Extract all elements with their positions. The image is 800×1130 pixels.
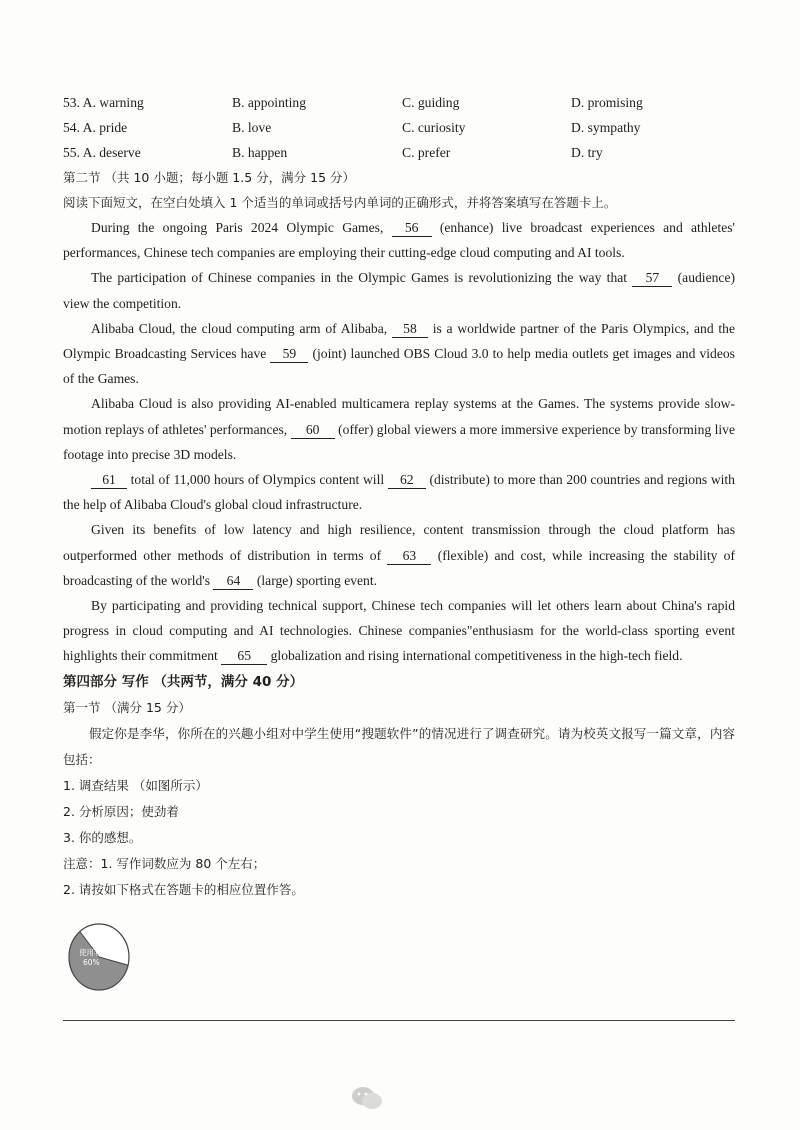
option-b: B. love [232,120,272,135]
choices-block [63,90,735,165]
blank-57[interactable]: 57 [632,269,672,287]
choice-row-53 [63,90,735,115]
option-c: C. prefer [402,145,451,160]
blank-56[interactable]: 56 [392,219,432,237]
blank-63[interactable]: 63 [387,547,431,565]
blank-60[interactable]: 60 [291,421,335,439]
pie-slice-value: 60% [83,958,100,967]
writing-point-3: 3. 你的感想。 [63,829,142,845]
passage-paragraph-2: The participation of Chinese companies in the Olympic Games is revolutionizing the way that 57 (audience) view the competition. [63,270,736,311]
writing-note-1: 注意：1. 写作词数应为 80 个左右； [63,855,266,871]
wechat-watermark-icon [350,1085,384,1111]
option-b: B. happen [232,145,288,160]
writing-prompt: 假定你是李华，你所在的兴趣小组对中学生使用“搜题软件”的情况进行了调查研究。请为校英文报写一篇文章，内容包括： [63,725,735,767]
section2-heading: 第二节 （共 10 小题；每小题 1.5 分，满分 15 分） [63,170,356,185]
option-d: D. try [571,145,603,160]
exam-page [63,90,735,903]
writing-point-2: 2. 分析原因；使劲着 [63,803,179,819]
passage-paragraph-7: By participating and providing technical support, Chinese tech companies will let others learn about China's rapid progress in cloud computing and AI technologies. Chinese companies"enthusiasm for the world-class sporting event highlights their commitment 65 globalization and rising international competitiveness in the high-tech field. [63,598,735,664]
option-a: 54. A. pride [63,120,128,135]
writing-note-2: 2. 请按如下格式在答题卡的相应位置作答。 [63,881,304,897]
writing-point-1: 1. 调查结果 （如图所示） [63,777,208,793]
blank-61[interactable]: 61 [91,471,127,489]
passage-paragraph-1: During the ongoing Paris 2024 Olympic Games, 56 (enhance) live broadcast experiences and athletes' performances, Chinese tech companies are employing their cutting-edge cloud computing and AI tools. [63,220,735,261]
survey-pie-chart [67,921,131,993]
passage-paragraph-5: 61 total of 11,000 hours of Olympics content will 62 (distribute) to more than 200 countries and regions with the help of Alibaba Cloud's global cloud infrastructure. [63,472,735,513]
option-a: 53. A. warning [63,95,144,110]
passage-paragraph-4: Alibaba Cloud is also providing AI-enabled multicamera replay systems at the Games. The systems provide slow-motion replays of athletes' performances, 60 (offer) global viewers a more immersive experience by transforming live footage into precise 3D models. [63,396,735,462]
choice-row-54 [63,115,735,140]
blank-62[interactable]: 62 [388,471,426,489]
blank-64[interactable]: 64 [213,572,253,590]
passage-paragraph-6: Given its benefits of low latency and high resilience, content transmission through the cloud platform has outperformed other methods of distribution in terms of 63 (flexible) and cost, while increasing the stability of broadcasting of the world's 64 (large) sporting event. [63,522,736,588]
option-d: D. promising [571,95,643,110]
part4-section1-heading: 第一节 （满分 15 分） [63,699,191,715]
passage-paragraph-3: Alibaba Cloud, the cloud computing arm of Alibaba, 58 is a worldwide partner of the Paris Olympics, and the Olympic Broadcasting Services have 59 (joint) launched OBS Cloud 3.0 to help media outlets get images and videos of the Games. [63,320,735,387]
option-a: 55. A. deserve [63,145,141,160]
blank-58[interactable]: 58 [392,320,428,338]
choice-row-55 [63,140,735,165]
blank-65[interactable]: 65 [221,647,267,665]
pie-slice-label: 使用者 [79,948,102,957]
option-b: B. appointing [232,95,307,110]
part4-heading: 第四部分 写作 （共两节，满分 40 分） [63,673,304,690]
section2-instruction: 阅读下面短文，在空白处填入 1 个适当的单词或括号内单词的正确形式，并将答案填写在答题卡上。 [63,195,617,210]
option-c: C. curiosity [402,120,466,135]
option-c: C. guiding [402,95,460,110]
blank-59[interactable]: 59 [270,345,308,363]
option-d: D. sympathy [571,120,641,135]
answer-area-divider [63,1020,735,1021]
